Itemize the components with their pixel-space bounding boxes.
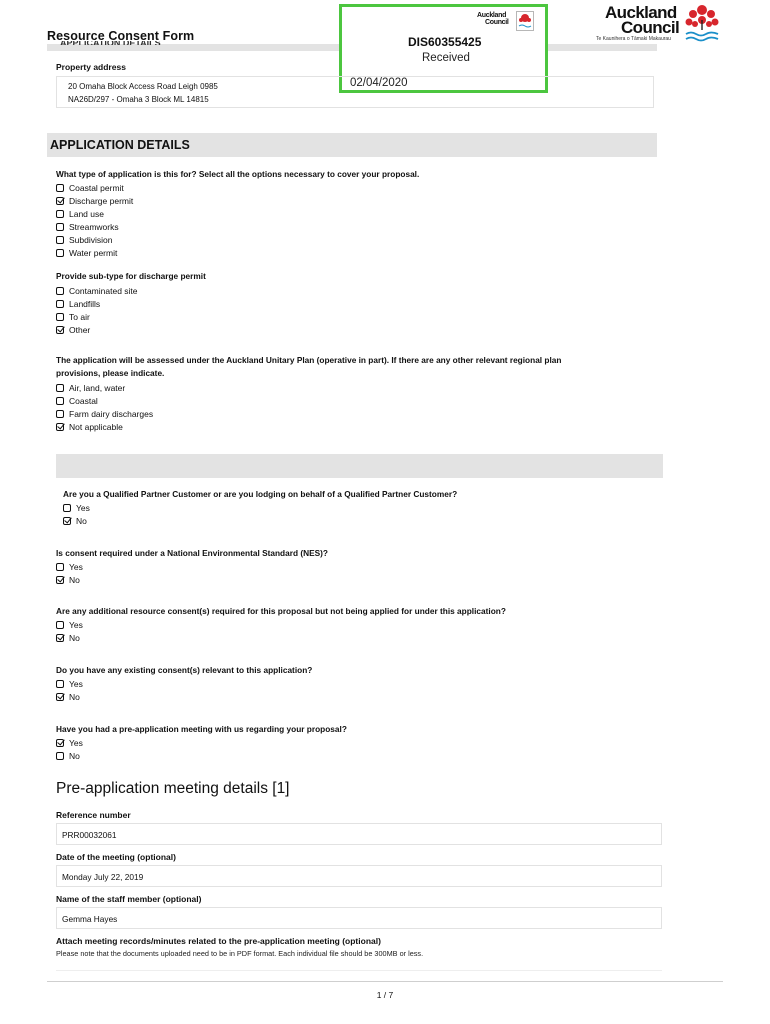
option-label: Not applicable xyxy=(69,422,123,432)
option-label: Streamworks xyxy=(69,222,119,232)
checkbox[interactable] xyxy=(56,680,64,688)
staff-member-field[interactable] xyxy=(56,907,662,929)
option-farm-dairy-discharges[interactable] xyxy=(56,408,153,420)
option-land-use[interactable] xyxy=(56,208,133,220)
option-label: No xyxy=(69,751,80,761)
staff-member-value: Gemma Hayes xyxy=(62,914,118,924)
option-label: No xyxy=(69,575,80,585)
option-label: Contaminated site xyxy=(69,286,138,296)
option-other[interactable] xyxy=(56,324,138,336)
checkbox-checked[interactable] xyxy=(63,517,71,525)
option-to-air[interactable] xyxy=(56,311,138,323)
checkbox-checked[interactable] xyxy=(56,634,64,642)
checkbox-checked[interactable] xyxy=(56,197,64,205)
option-water-permit[interactable] xyxy=(56,247,133,259)
checkbox[interactable] xyxy=(56,210,64,218)
option-yes[interactable] xyxy=(56,619,83,631)
footer-divider xyxy=(47,981,723,982)
logo-line1: Auckland xyxy=(605,3,677,22)
additional-consents-question: Are any additional resource consent(s) required for this proposal but not being applied for under this application? xyxy=(56,606,506,616)
meeting-date-value: Monday July 22, 2019 xyxy=(62,872,144,882)
option-yes[interactable] xyxy=(63,502,90,514)
option-air-land-water[interactable] xyxy=(56,382,153,394)
option-no[interactable] xyxy=(56,691,83,703)
option-subdivision[interactable] xyxy=(56,234,133,246)
checkbox-checked[interactable] xyxy=(56,326,64,334)
reference-number-value: PRR00032061 xyxy=(62,830,117,840)
checkbox[interactable] xyxy=(56,563,64,571)
checkbox[interactable] xyxy=(56,313,64,321)
pohutukawa-flower-icon xyxy=(684,2,720,44)
option-landfills[interactable] xyxy=(56,298,138,310)
stamp-status: Received xyxy=(422,52,470,64)
option-label: Yes xyxy=(76,503,90,513)
option-label: Discharge permit xyxy=(69,196,134,206)
property-address-line2: NA26D/297 - Omaha 3 Block ML 14815 xyxy=(68,95,209,104)
regional-plan-options xyxy=(56,382,153,433)
stamp-logo-line1: Auckland xyxy=(477,12,507,19)
option-contaminated-site[interactable] xyxy=(56,285,138,297)
option-streamworks[interactable] xyxy=(56,221,133,233)
option-not-applicable[interactable] xyxy=(56,421,153,433)
property-address-label: Property address xyxy=(56,62,126,72)
option-label: No xyxy=(69,692,80,702)
option-label: Coastal xyxy=(69,396,98,406)
discharge-subtype-options xyxy=(56,285,138,336)
page-number: 1 / 7 xyxy=(376,990,394,1000)
existing-consents-question: Do you have any existing consent(s) relevant to this application? xyxy=(56,665,313,675)
preapp-section-heading: Pre-application meeting details [1] xyxy=(56,780,290,797)
option-label: Subdivision xyxy=(69,235,113,245)
option-label: Landfills xyxy=(69,299,101,309)
option-label: Water permit xyxy=(69,248,118,258)
reference-number-field[interactable] xyxy=(56,823,662,845)
option-label: Land use xyxy=(69,209,104,219)
checkbox[interactable] xyxy=(56,621,64,629)
discharge-subtype-question: Provide sub-type for discharge permit xyxy=(56,271,206,281)
option-label: No xyxy=(76,516,87,526)
option-no[interactable] xyxy=(56,574,83,586)
checkbox[interactable] xyxy=(56,287,64,295)
option-label: Farm dairy discharges xyxy=(69,409,154,419)
option-no[interactable] xyxy=(63,515,90,527)
option-label: Yes xyxy=(69,562,83,572)
checkbox-checked[interactable] xyxy=(56,423,64,431)
checkbox-checked[interactable] xyxy=(56,739,64,747)
option-label: No xyxy=(69,633,80,643)
option-discharge-permit[interactable] xyxy=(56,195,133,207)
checkbox[interactable] xyxy=(56,223,64,231)
logo-tagline: Te Kaunihera o Tāmaki Makaurau xyxy=(596,36,671,42)
checkbox[interactable] xyxy=(56,752,64,760)
untitled-section-header xyxy=(56,454,663,478)
checkbox-checked[interactable] xyxy=(56,693,64,701)
divider xyxy=(56,970,662,971)
existing-consents-options xyxy=(56,678,83,703)
option-yes[interactable] xyxy=(56,678,83,690)
meeting-date-field[interactable] xyxy=(56,865,662,887)
application-type-question: What type of application is this for? Select all the options necessary to cover your proposal. xyxy=(56,169,420,179)
checkbox[interactable] xyxy=(56,384,64,392)
property-address-box xyxy=(56,76,654,108)
option-yes[interactable] xyxy=(56,561,83,573)
qualified-partner-options xyxy=(63,502,90,527)
section-title: APPLICATION DETAILS xyxy=(50,138,190,152)
checkbox[interactable] xyxy=(56,410,64,418)
checkbox-checked[interactable] xyxy=(56,576,64,584)
option-yes[interactable] xyxy=(56,737,83,749)
reference-number-label: Reference number xyxy=(56,810,131,820)
attach-records-note: Please note that the documents uploaded need to be in PDF format. Each individual file should be 300MB or less. xyxy=(56,949,424,958)
form-title: Resource Consent Form xyxy=(47,29,195,43)
pre-application-meeting-question: Have you had a pre-application meeting with us regarding your proposal? xyxy=(56,724,347,734)
property-address-line1: 20 Omaha Block Access Road Leigh 0985 xyxy=(68,82,218,91)
option-label: Coastal permit xyxy=(69,183,124,193)
checkbox[interactable] xyxy=(56,397,64,405)
application-details-header xyxy=(47,133,657,157)
checkbox[interactable] xyxy=(56,249,64,257)
nes-question: Is consent required under a National Environmental Standard (NES)? xyxy=(56,548,328,558)
meeting-date-label: Date of the meeting (optional) xyxy=(56,852,176,862)
application-type-options xyxy=(56,182,133,259)
checkbox[interactable] xyxy=(63,504,71,512)
option-label: Air, land, water xyxy=(69,383,126,393)
attach-records-label: Attach meeting records/minutes related to the pre-application meeting (optional) xyxy=(56,936,381,946)
stamp-reference: DIS60355425 xyxy=(408,35,482,49)
checkbox[interactable] xyxy=(56,300,64,308)
pre-application-meeting-options xyxy=(56,737,83,762)
option-no[interactable] xyxy=(56,632,83,644)
option-label: Yes xyxy=(69,738,83,748)
auckland-council-logo xyxy=(596,2,722,44)
stamp-logo-line2: Council xyxy=(485,19,509,26)
regional-plan-question-line2: provisions, please indicate. xyxy=(56,368,165,378)
checkbox[interactable] xyxy=(56,184,64,192)
staff-member-label: Name of the staff member (optional) xyxy=(56,894,202,904)
stamp-council-logo xyxy=(477,11,537,33)
option-label: Yes xyxy=(69,620,83,630)
option-coastal[interactable] xyxy=(56,395,153,407)
additional-consents-options xyxy=(56,619,83,644)
qualified-partner-question: Are you a Qualified Partner Customer or are you lodging on behalf of a Qualified Partner Customer? xyxy=(63,489,458,499)
nes-options xyxy=(56,561,83,586)
regional-plan-question-line1: The application will be assessed under the Auckland Unitary Plan (operative in part). If there are any other relevant regional plan xyxy=(56,355,562,365)
option-label: To air xyxy=(69,312,90,322)
option-coastal-permit[interactable] xyxy=(56,182,133,194)
option-no[interactable] xyxy=(56,750,83,762)
option-label: Yes xyxy=(69,679,83,689)
option-label: Other xyxy=(69,325,91,335)
stamp-flower-icon xyxy=(516,11,534,31)
logo-line2: Council xyxy=(621,18,680,37)
stamp-date: 02/04/2020 xyxy=(350,77,408,89)
checkbox[interactable] xyxy=(56,236,64,244)
